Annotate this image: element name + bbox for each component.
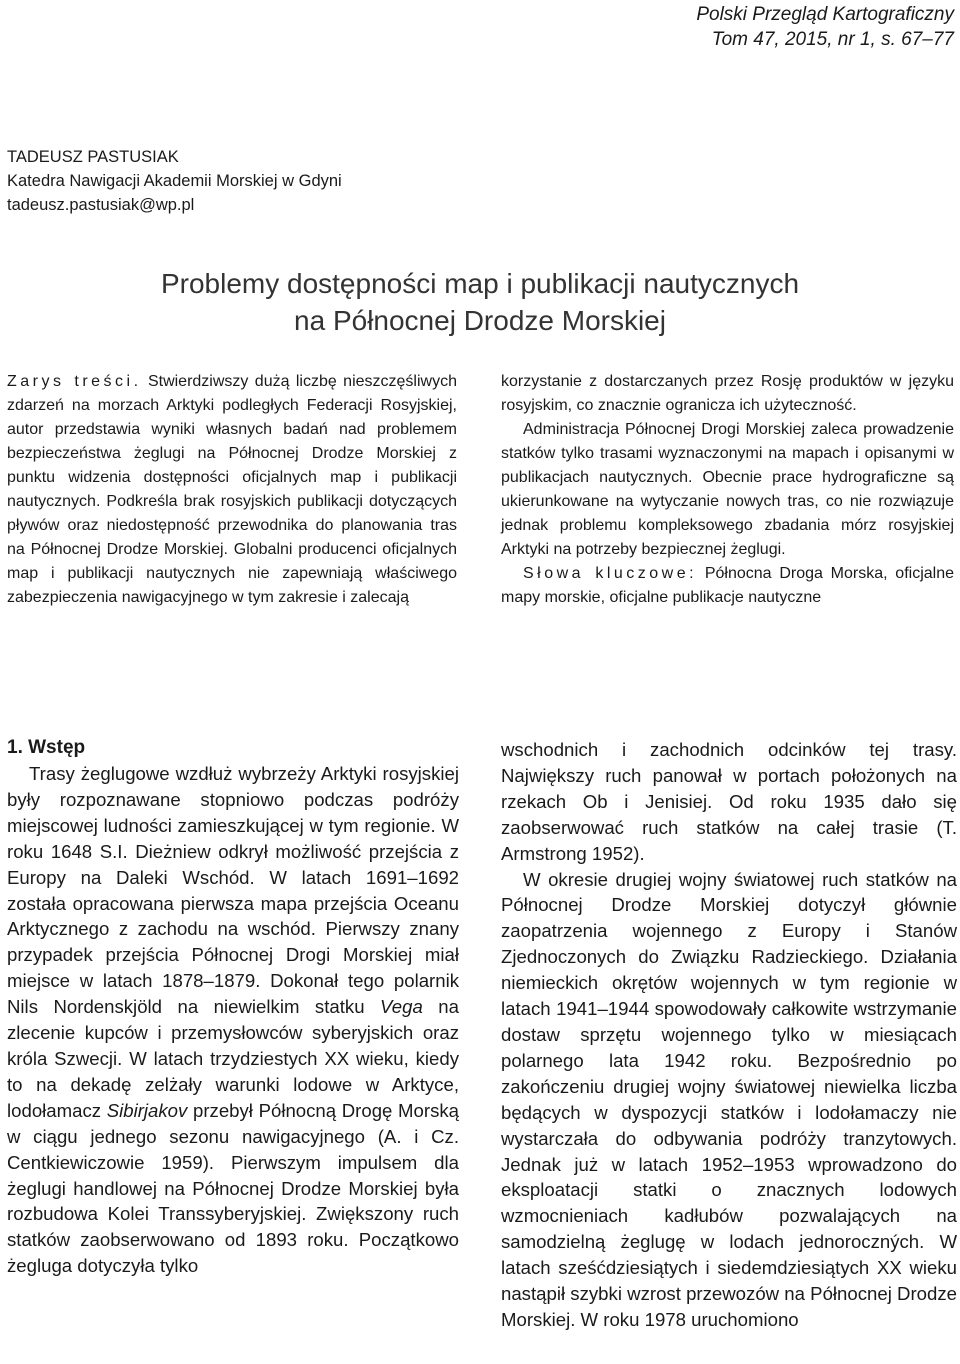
body-right-column (501, 737, 957, 1333)
abstract-left-column (7, 370, 457, 610)
body-right-paragraph-1: wschodnich i zachodnich odcinków tej trasy. Największy ruch panował w portach położonych na rzekach Ob i Jenisiej. Od roku 1935 dało się zaobserwować ruch statków na całej trasie (T. Armstrong 1952). (501, 739, 957, 864)
intro-text-c: przebył Północną Drogę Morską w ciągu jednego sezonu nawigacyjnego (A. i Cz. Centkiewiczowie 1959). Pierwszym impulsem dla żeglugi handlowej na Północnej Drodze Morskiej była rozbudowa Kolei Transsyberyjskiej. Zwiększony ruch statków zaobserwowano od 1893 roku. Początkowo żegluga dotyczyła tylko (7, 1099, 459, 1277)
article-title (0, 265, 960, 339)
journal-volume: Tom 47, 2015, nr 1, s. 67–77 (711, 29, 954, 50)
title-line-2: na Północnej Drodze Morskiej (294, 305, 666, 336)
journal-name: Polski Przegląd Kartograficzny (696, 4, 954, 25)
body-right-paragraph-2: W okresie drugiej wojny światowej ruch statków na Północnej Drodze Morskiej dotyczył głównie zaopatrzenia wojennego z Europy i Stanów Zjednoczonych do Związku Radzieckiego. Działania niemieckich okrętów wojennych w tym regionie w latach 1941–1944 spowodowały całkowite wstrzymanie dostaw sprzętu wojennego tylko w miesiącach polarnego lata 1942 roku. Bezpośrednio po zakończeniu drugiej wojny światowej niewielka liczba będących w dyspozycji statków i lodołamaczy nie wystarczała do odbywania podróży tranzytowych. Jednak już w latach 1952–1953 wprowadzono do eksploatacji statki o znacznych lodowych wzmocnieniach kadłubów pozwalających na samodzielną żeglugę w lodach jednoroczných. W latach sześćdziesiątych i siedemdziesiątych XX wieku nastąpił szybki wzrost przewozów na Północnej Drodze Morskiej. W roku 1978 uruchomiono (501, 868, 957, 1330)
abstract-right-column (501, 370, 954, 610)
abstract-label: Zarys treści. (7, 373, 142, 390)
ship-name-sibirjakov: Sibirjakov (106, 1099, 188, 1121)
keywords-text: Północna Droga Morska, oficjalne mapy morskie, oficjalne publikacje nautyczne (501, 565, 955, 606)
section-heading: 1. Wstęp (7, 737, 86, 758)
author-block (7, 145, 342, 217)
intro-text-b: na zlecenie kupców i przemysłowców syberyjskich oraz króla Szwecji. W latach trzydziestych XX wieku, kiedy to na dekadę zelżały warunki lodowe w Arktyce, lodołamacz (7, 996, 459, 1121)
intro-text-a: Trasy żeglugowe wzdłuż wybrzeży Arktyki rosyjskiej były rozpoznawane stopniowo podczas podróży miejscowej ludności zamieszkującej w tym regionie. W roku 1648 S.I. Dieżniew odkrył możliwość przejścia z Europy na Daleki Wschód. W latach 1691–1692 została opracowana pierwsza mapa przejścia Oceanu Arktycznego z zachodu na wschód. Pierwszy znany przypadek przejścia Północnej Drogi Morskiej miał miejsce w latach 1878–1879. Dokonał tego polarnik Nils Nordenskjöld na niewielkim statku (7, 763, 459, 1018)
abstract-text-right-2: Administracja Północnej Drogi Morskiej zaleca prowadzenie statków tylko trasami wyznaczonymi na mapach i opisanymi w publikacjach nautycznych. Obecnie prace hydrograficzne są ukierunkowane na wytyczanie nowych tras, co nie rozwiązuje jednak problemu kompleksowego zbadania mórz rosyjskiej Arktyki na potrzeby bezpiecznej żeglugi. (501, 421, 954, 558)
keywords-label: Słowa kluczowe: (523, 565, 698, 582)
title-line-1: Problemy dostępności map i publikacji nautycznych (160, 268, 800, 299)
body-left-column (7, 735, 459, 1279)
abstract-text-right-1: korzystanie z dostarczanych przez Rosję produktów w języku rosyjskim, co znacznie ogranicza ich użyteczność. (501, 373, 954, 414)
author-affiliation: Katedra Nawigacji Akademii Morskiej w Gdyni (7, 172, 342, 190)
author-email[interactable]: tadeusz.pastusiak@wp.pl (7, 196, 195, 214)
journal-header (696, 2, 954, 52)
keywords-paragraph (501, 562, 954, 610)
author-name: TADEUSZ PASTUSIAK (7, 148, 179, 166)
ship-name-vega: Vega (380, 996, 423, 1018)
abstract-text-left: Stwierdziwszy dużą liczbę nieszczęśliwych zdarzeń na morzach Arktyki podległych Federacji Rosyjskiej, autor przedstawia wyniki własnych badań nad problemem bezpieczeństwa żeglugi na Północnej Drodze Morskiej z punktu widzenia dostępności oficjalnych map i publikacji nautycznych. Podkreśla brak rosyjskich publikacji dotyczących pływów oraz niedostępność przewodnika do planowania tras na Północnej Drodze Morskiej. Globalni producenci oficjalnych map i publikacji nautycznych nie zapewniają właściwego zabezpieczenia nawigacyjnego w tym zakresie i zalecają (7, 373, 457, 606)
intro-paragraph (7, 761, 459, 1279)
